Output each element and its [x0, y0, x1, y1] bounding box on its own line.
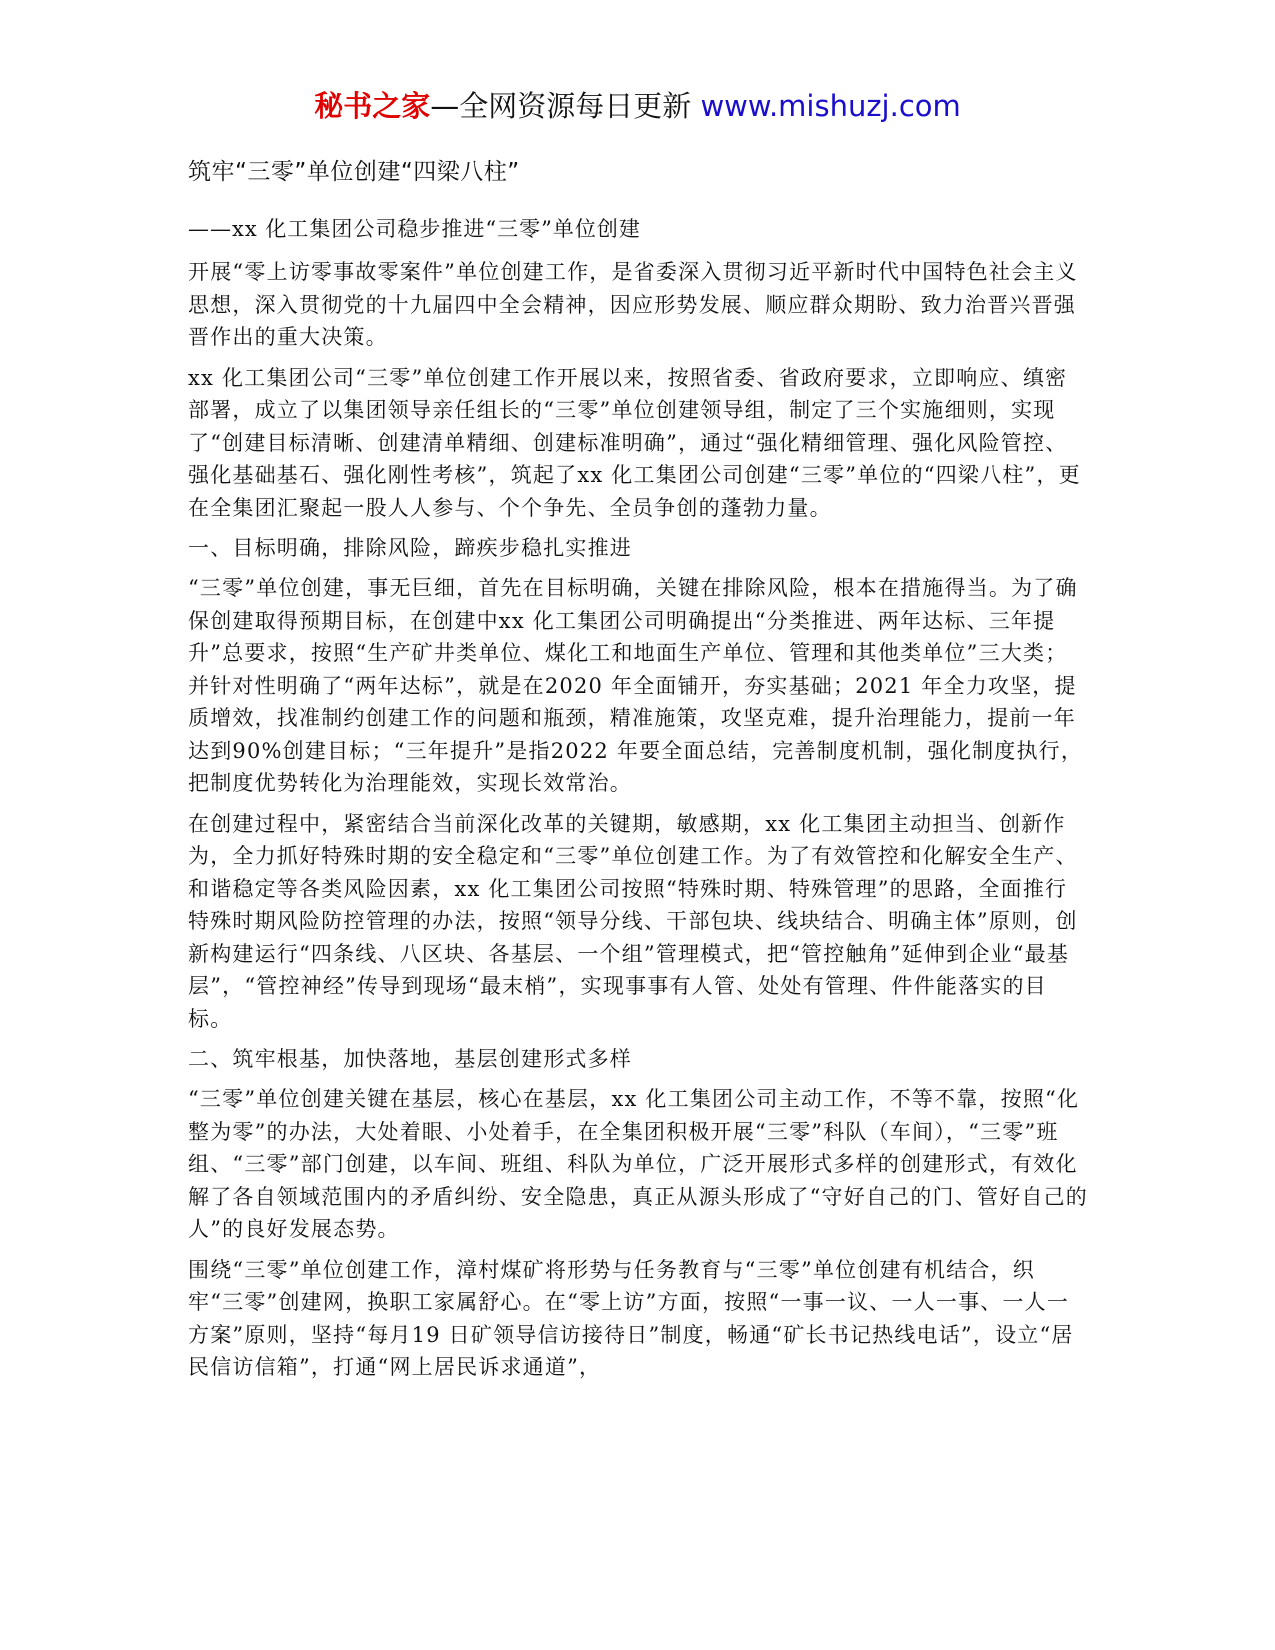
paragraph: 围绕“三零”单位创建工作，漳村煤矿将形势与任务教育与“三零”单位创建有机结合，织牢“三零”创建网，换职工家属舒心。在“零上访”方面，按照“一事一议、一人一事、一人一方案”原则，坚持“每月19 日矿领导信访接待日”制度，畅通“矿长书记热线电话”，设立“居民信访信箱”，打通“网上居民诉求通道”，	[188, 1257, 1074, 1379]
banner-tagline: —全网资源每日更新	[430, 89, 701, 123]
section-heading: 二、筑牢根基，加快落地，基层创建形式多样	[188, 1047, 632, 1071]
paragraph: 在创建过程中，紧密结合当前深化改革的关键期，敏感期，xx 化工集团主动担当、创新作为，全力抓好特殊时期的安全稳定和“三零”单位创建工作。为了有效管控和化解安全生产、和谐稳定等各类风险因素，xx 化工集团公司按照“特殊时期、特殊管理”的思路，全面推行特殊时期风险防控管理的办法，按照“领导分线、干部包块、线块结合、明确主体”原则，创新构建运行“四条线、八区块、各基层、一个组”管理模式，把“管控触角”延伸到企业“最基层”，“管控神经”传导到现场“最末梢”，实现事事有人管、处处有管理、件件能落实的目标。	[188, 811, 1078, 1031]
site-banner	[0, 86, 1275, 126]
document-subtitle: ——xx 化工集团公司稳步推进“三零”单位创建	[188, 217, 641, 241]
document-body	[188, 156, 1088, 1392]
paragraph: “三零”单位创建关键在基层，核心在基层，xx 化工集团公司主动工作，不等不靠，按照“化整为零”的办法，大处着眼、小处着手，在全集团积极开展“三零”科队（车间），“三零”班组、“三零”部门创建，以车间、班组、科队为单位，广泛开展形式多样的创建形式，有效化解了各自领域范围内的矛盾纠纷、安全隐患，真正从源头形成了“守好自己的门、管好自己的人”的良好发展态势。	[188, 1087, 1088, 1241]
paragraph: xx 化工集团公司“三零”单位创建工作开展以来，按照省委、省政府要求，立即响应、缜密部署，成立了以集团领导亲任组长的“三零”单位创建领导组，制定了三个实施细则，实现了“创建目标清晰、创建清单精细、创建标准明确”，通过“强化精细管理、强化风险管控、强化基础基石、强化刚性考核”，筑起了xx 化工集团公司创建“三零”单位的“四梁八柱”，更在全集团汇聚起一股人人参与、个个争先、全员争创的蓬勃力量。	[188, 365, 1081, 520]
paragraph: “三零”单位创建，事无巨细，首先在目标明确，关键在排除风险，根本在措施得当。为了确保创建取得预期目标，在创建中xx 化工集团公司明确提出“分类推进、两年达标、三年提升”总要求，按照“生产矿井类单位、煤化工和地面生产单位、管理和其他类单位”三大类；并针对性明确了“两年达标”，就是在2020 年全面铺开，夯实基础；2021 年全力攻坚，提质增效，找准制约创建工作的问题和瓶颈，精准施策，攻坚克难，提升治理能力，提前一年达到90%创建目标；“三年提升”是指2022 年要全面总结，完善制度机制，强化制度执行，把制度优势转化为治理能效，实现长效常治。	[188, 576, 1084, 795]
banner-brand: 秘书之家	[314, 89, 431, 123]
section-heading: 一、目标明确，排除风险，蹄疾步稳扎实推进	[188, 536, 632, 560]
banner-url-link[interactable]: www.mishuzj.com	[700, 89, 961, 123]
document-title: 筑牢“三零”单位创建“四梁八柱”	[188, 159, 520, 185]
paragraph: 开展“零上访零事故零案件”单位创建工作，是省委深入贯彻习近平新时代中国特色社会主义思想，深入贯彻党的十九届四中全会精神，因应形势发展、顺应群众期盼、致力治晋兴晋强晋作出的重大决策。	[188, 260, 1078, 349]
